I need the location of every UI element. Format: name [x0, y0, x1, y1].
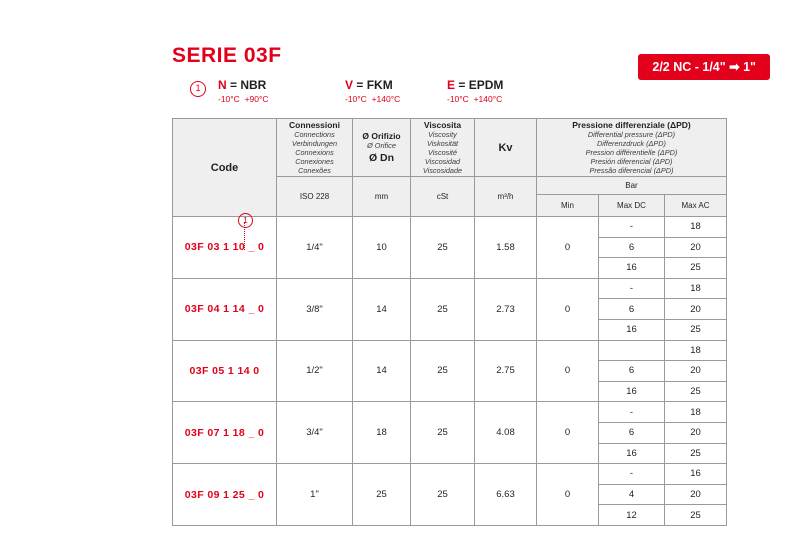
row-maxdc: 6 — [599, 299, 665, 320]
seal-code-epdm: E = EPDM — [447, 78, 504, 92]
row-maxdc: 16 — [599, 381, 665, 402]
row-code: 03F 05 1 14 0 — [173, 340, 277, 402]
col-header-iso: ISO 228 — [277, 177, 353, 217]
col-header-orifice: Ø Orifizio Ø Orifice Ø Dn — [353, 119, 411, 177]
row-maxac: 20 — [665, 361, 727, 382]
status-badge: 2/2 NC - 1/4" ➡ 1" — [638, 54, 770, 80]
row-iso: 1/4" — [277, 217, 353, 279]
row-cst: 25 — [411, 278, 475, 340]
table-row — [173, 402, 727, 423]
table-row — [173, 464, 727, 485]
row-cst: 25 — [411, 217, 475, 279]
col-header-kv: Kv — [475, 119, 537, 177]
row-code: 03F 04 1 14 _ 0 — [173, 278, 277, 340]
header-block — [172, 44, 782, 74]
row-iso: 3/8" — [277, 278, 353, 340]
col-header-mm: mm — [353, 177, 411, 217]
row-maxac: 25 — [665, 443, 727, 464]
col-header-differential-pressure: Pressione differenziale (ΔPD) Differential pressure (ΔPD) Differenzdruck (ΔPD) Pression différentielle (ΔPD) Presión diferencial (ΔPD) Pressão diferencial (ΔPD) — [537, 119, 727, 177]
row-kv: 6.63 — [475, 464, 537, 526]
col-header-bar: Bar — [537, 177, 727, 195]
table-row — [173, 217, 727, 238]
col-header-maxac: Max AC — [665, 195, 727, 217]
col-header-kv-unit: m³/h — [475, 177, 537, 217]
col-header-connections: Connessioni Connections Verbindungen Connexions Conexiones Conexões — [277, 119, 353, 177]
page-title: SERIE 03F — [172, 44, 282, 67]
col-header-code: Code — [173, 119, 277, 217]
col-header-cst: cSt — [411, 177, 475, 217]
row-maxdc: - — [599, 217, 665, 238]
row-kv: 4.08 — [475, 402, 537, 464]
row-kv: 2.75 — [475, 340, 537, 402]
row-maxdc: - — [599, 278, 665, 299]
row-maxdc: 16 — [599, 443, 665, 464]
row-cst: 25 — [411, 402, 475, 464]
row-min: 0 — [537, 217, 599, 279]
row-code: 03F 09 1 25 _ 0 — [173, 464, 277, 526]
row-kv: 1.58 — [475, 217, 537, 279]
table-row — [173, 340, 727, 361]
row-maxdc: 12 — [599, 505, 665, 526]
row-maxdc: 6 — [599, 422, 665, 443]
row-maxdc: 16 — [599, 319, 665, 340]
row-iso: 3/4" — [277, 402, 353, 464]
row-maxac: 18 — [665, 340, 727, 361]
seal-code-fkm: V = FKM — [345, 78, 393, 92]
row-min: 0 — [537, 402, 599, 464]
footnote-marker-icon: 1 — [190, 81, 206, 97]
row-maxac: 20 — [665, 299, 727, 320]
row-iso: 1/2" — [277, 340, 353, 402]
row-maxac: 25 — [665, 319, 727, 340]
row-maxac: 25 — [665, 505, 727, 526]
col-header-min: Min — [537, 195, 599, 217]
row-maxac: 25 — [665, 258, 727, 279]
code-footnote-marker: 1 — [238, 210, 253, 228]
row-maxac: 20 — [665, 237, 727, 258]
row-maxdc: - — [599, 464, 665, 485]
row-kv: 2.73 — [475, 278, 537, 340]
row-maxac: 18 — [665, 402, 727, 423]
row-dn: 14 — [353, 340, 411, 402]
row-cst: 25 — [411, 340, 475, 402]
seal-range-fkm: -10°C +140°C — [345, 94, 401, 104]
col-header-maxdc: Max DC — [599, 195, 665, 217]
row-dn: 10 — [353, 217, 411, 279]
row-code: 03F 07 1 18 _ 0 — [173, 402, 277, 464]
row-maxac: 16 — [665, 464, 727, 485]
seal-option-nbr — [218, 78, 269, 104]
seal-range-nbr: -10°C +90°C — [218, 94, 269, 104]
row-maxac: 20 — [665, 484, 727, 505]
row-cst: 25 — [411, 464, 475, 526]
seal-option-fkm — [345, 78, 400, 104]
row-dn: 25 — [353, 464, 411, 526]
row-maxdc — [599, 340, 665, 361]
row-maxdc: 6 — [599, 237, 665, 258]
seal-legend — [190, 78, 610, 112]
row-min: 0 — [537, 278, 599, 340]
col-header-viscosity: Viscosita Viscosity Viskosität Viscosité Viscosidad Viscosidade — [411, 119, 475, 177]
seal-code-nbr: N = NBR — [218, 78, 267, 92]
seal-range-epdm: -10°C +140°C — [447, 94, 503, 104]
row-maxac: 25 — [665, 381, 727, 402]
row-code: 03F 03 1 10 _ 0 — [173, 217, 277, 279]
row-min: 0 — [537, 340, 599, 402]
row-maxdc: 16 — [599, 258, 665, 279]
row-maxdc: 4 — [599, 484, 665, 505]
row-maxac: 20 — [665, 422, 727, 443]
row-dn: 18 — [353, 402, 411, 464]
row-maxac: 18 — [665, 217, 727, 238]
table-body — [173, 217, 727, 526]
row-iso: 1" — [277, 464, 353, 526]
specification-table — [172, 118, 727, 526]
row-maxdc: - — [599, 402, 665, 423]
seal-option-epdm — [447, 78, 503, 104]
row-dn: 14 — [353, 278, 411, 340]
row-maxac: 18 — [665, 278, 727, 299]
row-maxdc: 6 — [599, 361, 665, 382]
row-min: 0 — [537, 464, 599, 526]
table-header-row-main — [173, 119, 727, 177]
table-row — [173, 278, 727, 299]
